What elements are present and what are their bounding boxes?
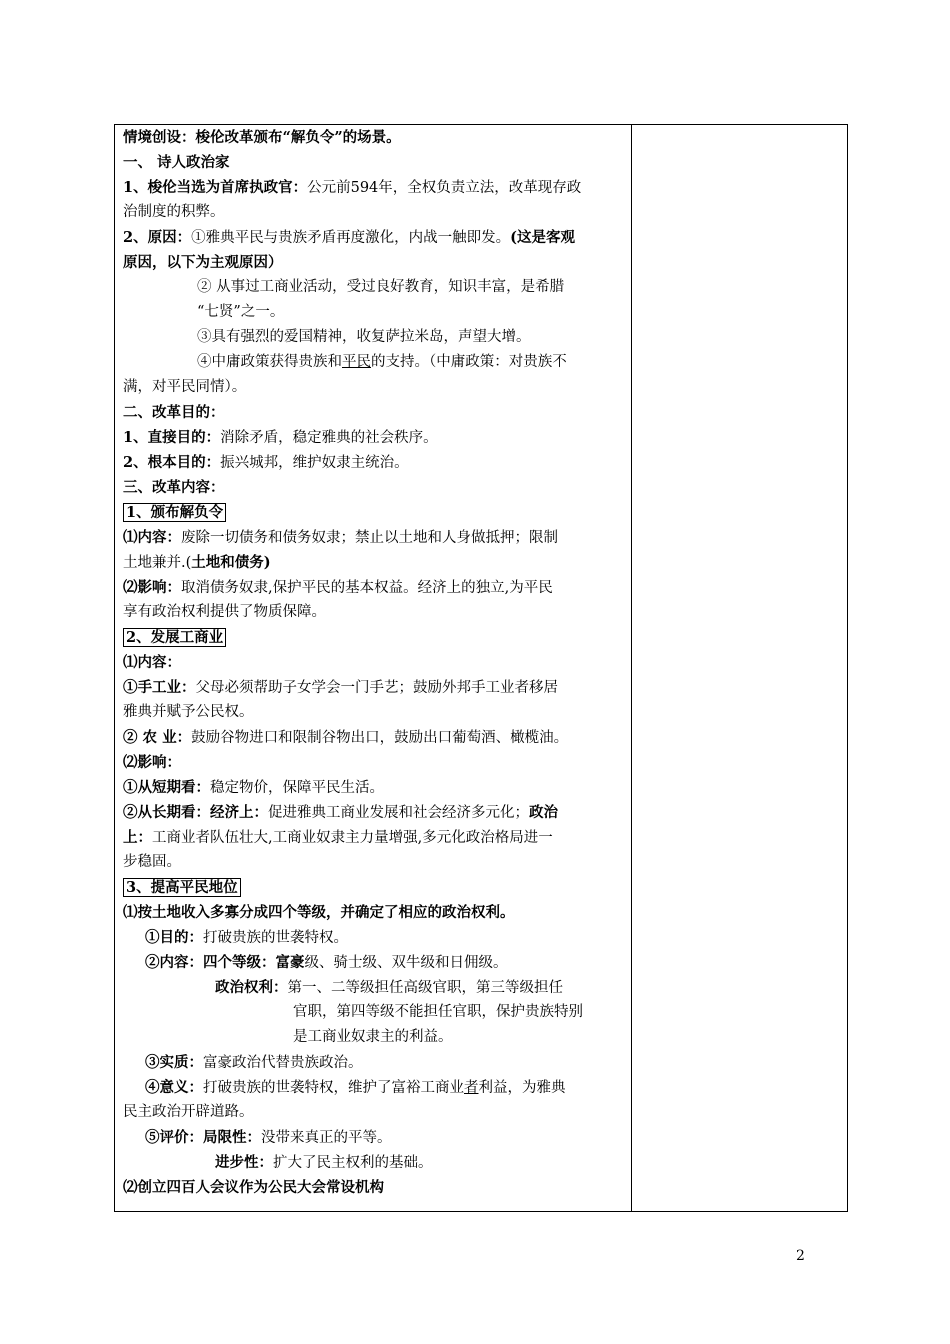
text-line: [123, 225, 627, 250]
text-line: 满，对平民同情）。: [123, 379, 247, 395]
text-span: ⑴内容：: [123, 529, 181, 546]
text-span: ③实质：: [145, 1054, 203, 1071]
section-1-heading: 一、 诗人政治家: [123, 154, 230, 171]
text-line: [123, 450, 627, 475]
text-line: [123, 550, 627, 575]
text-span: ④意义：: [145, 1079, 203, 1096]
scenario-line: 情境创设：梭伦改革颁布“解负令”的场景。: [123, 129, 401, 146]
text-line: [123, 350, 627, 375]
text-line: [123, 525, 627, 550]
text-line: 民主政治开辟道路。: [123, 1104, 254, 1120]
text-span: ② 农 业：: [123, 729, 192, 746]
text-span: 扩大了民主权利的基础。: [273, 1155, 433, 1171]
text-line: ⑵创立四百人会议作为公民大会常设机构: [123, 1179, 384, 1196]
text-line: 原因，以下为主观原因）: [123, 254, 283, 271]
text-line: [123, 925, 627, 950]
text-line: 官职，第四等级不能担任官职，保护贵族特别: [293, 1004, 583, 1020]
text-span: (这是客观: [510, 229, 575, 246]
text-line: 享有政治权利提供了物质保障。: [123, 604, 326, 620]
text-span: 政治权利：: [215, 979, 288, 996]
boxed-heading: 3、提高平民地位: [123, 878, 241, 897]
text-line: ③具有强烈的爱国精神，收复萨拉米岛，声望大增。: [197, 329, 531, 345]
text-line: [123, 425, 627, 450]
text-span: 利益，为雅典: [478, 1080, 566, 1096]
text-span: 2、原因：: [123, 229, 192, 246]
text-span: ，全权负责立法，改革现存政: [392, 180, 582, 196]
main-content-cell: [123, 125, 627, 1200]
text-line: [123, 675, 627, 700]
section-3-heading: 三、改革内容：: [123, 479, 225, 496]
text-span: 上：: [123, 829, 152, 846]
text-span: 促进雅典工商业发展和社会经济多元化；: [268, 805, 529, 821]
boxed-heading: 2、发展工商业: [123, 628, 226, 647]
text-span: ⑤评价：局限性：: [145, 1129, 261, 1146]
text-span: 土地兼并.(: [123, 555, 192, 571]
text-span: 政治: [529, 804, 558, 821]
section-2-heading: 二、改革目的：: [123, 404, 225, 421]
text-span: 进步性：: [215, 1154, 273, 1171]
column-divider: [631, 125, 632, 1211]
text-line: [123, 500, 627, 525]
text-span: ⑵影响：: [123, 579, 181, 596]
text-line: 雅典并赋予公民权。: [123, 704, 254, 720]
text-line: [123, 825, 627, 850]
text-span: 打破贵族的世袭特权，维护了富裕工商业: [203, 1080, 464, 1096]
text-span: ①雅典平民与贵族矛盾再度激化，内战一触即发。: [191, 230, 511, 246]
text-line: [123, 875, 627, 900]
text-span: 没带来真正的平等。: [261, 1130, 392, 1146]
text-span: 土地和债务): [191, 554, 271, 571]
text-line: [123, 1075, 627, 1100]
text-line: 治制度的积弊。: [123, 204, 225, 220]
text-span: 废除一切债务和债务奴隶；禁止以土地和人身做抵押；限制: [181, 530, 558, 546]
text-span: ④中庸政策获得贵族和: [197, 354, 342, 370]
text-span: 的支持。（中庸政策：对贵族不: [371, 354, 567, 370]
text-line: “七贤”之一。: [197, 304, 285, 320]
text-span: ①手工业：: [123, 679, 196, 696]
text-span: 第一、二等级担任高级官职，第三等级担任: [287, 980, 563, 996]
text-span: 平民: [342, 354, 371, 370]
text-span: 级、骑士级、双牛级和日佣级。: [304, 955, 508, 971]
text-span: 振兴城邦，维护奴隶主统治。: [220, 455, 409, 471]
page-number: 2: [796, 1248, 805, 1264]
boxed-heading: 1、颁布解负令: [123, 503, 226, 522]
text-line: [123, 725, 627, 750]
text-line: ⑴内容：: [123, 654, 181, 671]
text-span: ①目的：: [145, 929, 203, 946]
text-span: 取消债务奴隶,保护平民的基本权益。经济上的独立,为平民: [181, 580, 553, 596]
text-line: [123, 775, 627, 800]
text-span: 鼓励谷物进口和限制谷物出口，鼓励出口葡萄酒、橄榄油。: [191, 730, 569, 746]
text-span: 富豪: [275, 954, 305, 971]
text-span: 2、根本目的：: [123, 454, 221, 471]
text-line: [123, 575, 627, 600]
text-line: [123, 975, 627, 1000]
text-line: [123, 800, 627, 825]
text-span: 富豪政治代替贵族政治。: [203, 1055, 363, 1071]
text-span: ②从长期看：经济上：: [123, 804, 268, 821]
text-line: 步稳固。: [123, 854, 181, 870]
content-table: [114, 124, 848, 1212]
text-line: ⑵影响：: [123, 754, 181, 771]
text-line: [123, 625, 627, 650]
text-span: 父母必须帮助子女学会一门手艺；鼓励外邦手工业者移居: [195, 680, 558, 696]
text-span: 工商业者队伍壮大,工商业奴隶主力量增强,多元化政治格局进一: [152, 830, 553, 846]
text-line: [123, 1125, 627, 1150]
text-line: 是工商业奴隶主的利益。: [293, 1029, 453, 1045]
text-span: 1、梭伦当选为首席执政官：: [123, 179, 308, 196]
text-span: 1、直接目的：: [123, 429, 221, 446]
text-line: [123, 175, 627, 200]
text-line: [123, 1150, 627, 1175]
text-span: 消除矛盾，稳定雅典的社会秩序。: [220, 430, 438, 446]
text-line: [123, 1050, 627, 1075]
text-span: 稳定物价，保障平民生活。: [210, 780, 384, 796]
text-span: 者: [464, 1080, 479, 1096]
text-span: ①从短期看：: [123, 779, 210, 796]
text-span: 公元前594年: [307, 180, 393, 196]
text-line: ② 从事过工商业活动，受过良好教育，知识丰富，是希腊: [197, 279, 565, 295]
text-line: [123, 950, 627, 975]
text-span: ②内容：四个等级：: [145, 954, 276, 971]
text-span: 打破贵族的世袭特权。: [203, 930, 348, 946]
text-line: ⑴按土地收入多寡分成四个等级，并确定了相应的政治权利。: [123, 904, 515, 921]
